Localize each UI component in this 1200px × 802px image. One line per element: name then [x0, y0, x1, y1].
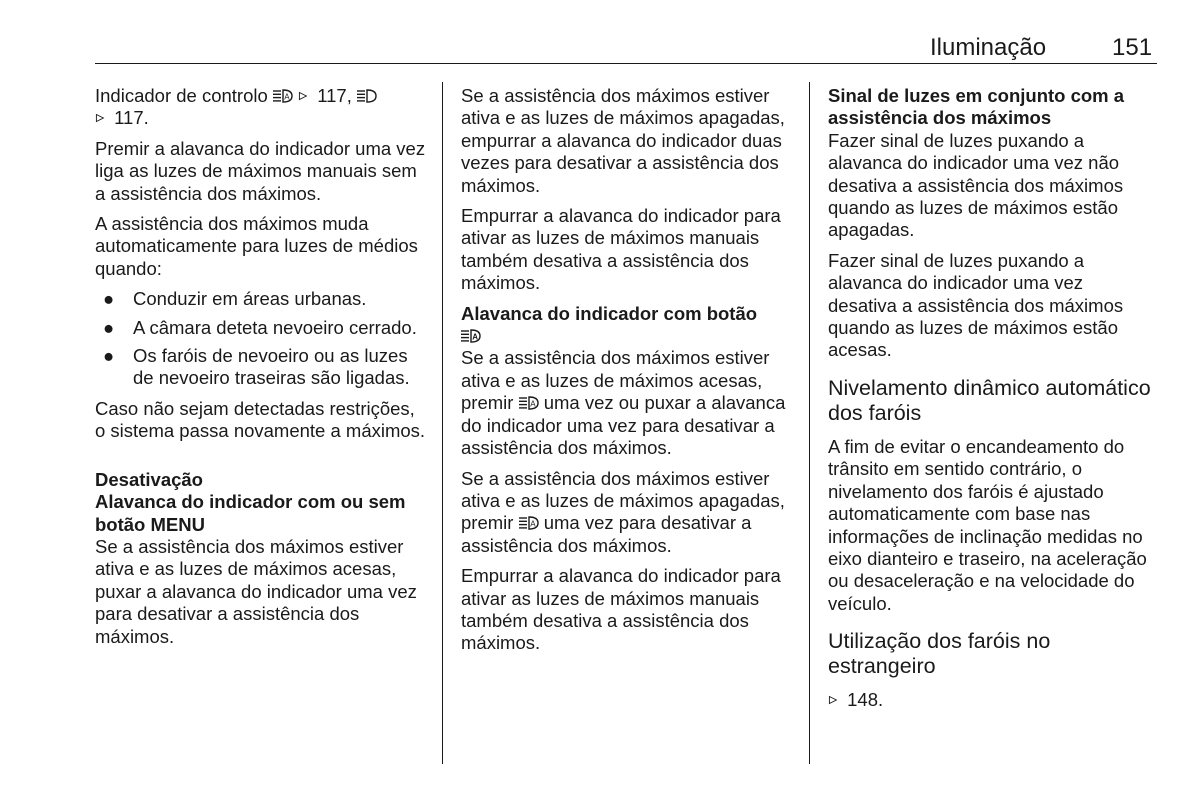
text-run: uma vez ou puxar a alavanca do indicador uma vez para desativar a assistência dos máximos. [461, 392, 786, 459]
bullet-icon: ● [103, 345, 115, 367]
high-beam-assist-icon [519, 396, 539, 410]
heading-text: Alavanca do indicador com botão [461, 302, 758, 324]
high-beam-assist-icon [461, 329, 481, 343]
page-reference: 117. [114, 107, 149, 129]
column-divider-2 [809, 82, 810, 764]
list-item-text: Os faróis de nevoeiro ou as luzes de nevoeiro traseiras são ligadas. [133, 345, 410, 389]
page-header-title: Iluminação [930, 34, 1047, 61]
cross-reference-arrow-icon [95, 111, 109, 125]
paragraph: A fim de evitar o encandeamento do trânsito em sentido contrário, o nivelamento dos faróis é ajustado automaticamente com base nas informações de inclinação medidas no eixo dianteiro e traseiro, na aceleração ou desaceleração e na velocidade do veículo. [828, 435, 1147, 614]
svg-text:A: A [284, 92, 290, 102]
reference-paragraph [828, 689, 1156, 711]
high-beam-icon [357, 89, 377, 103]
indicator-paragraph [95, 85, 430, 130]
svg-text:A: A [529, 399, 536, 409]
page-reference: 117, [317, 85, 352, 106]
column-1 [95, 85, 430, 656]
indicator-label: Indicador de controlo [95, 85, 268, 106]
section-heading: Utilização dos faróis no estrangeiro [828, 629, 1051, 679]
bullet-icon: ● [103, 288, 115, 310]
list-item [95, 345, 430, 390]
svg-text:A: A [529, 519, 536, 529]
column-divider-1 [442, 82, 443, 764]
list-item-text: A câmara deteta nevoeiro cerrado. [133, 316, 417, 338]
column-2 [461, 85, 796, 663]
paragraph [461, 347, 796, 459]
text-run: uma vez para desativar a assistência dos máximos. [461, 512, 752, 556]
svg-text:A: A [472, 332, 479, 342]
high-beam-assist-icon [519, 516, 539, 530]
subsection-heading: Sinal de luzes em conjunto com a assistência dos máximos [828, 85, 1125, 129]
header-rule [95, 63, 1157, 64]
paragraph: Empurrar a alavanca do indicador para ativar as luzes de máximos manuais também desativa a assistência dos máximos. [461, 565, 781, 654]
paragraph [461, 468, 796, 558]
paragraph: Empurrar a alavanca do indicador para ativar as luzes de máximos manuais também desativa a assistência dos máximos. [461, 205, 781, 294]
high-beam-assist-icon [273, 89, 293, 103]
paragraph: A assistência dos máximos muda automaticamente para luzes de médios quando: [95, 213, 418, 279]
subsection-heading: Alavanca do indicador com ou sem botão MENU [95, 491, 406, 535]
paragraph: Fazer sinal de luzes puxando a alavanca do indicador uma vez não desativa a assistência dos máximos quando as luzes de máximos estão apagadas. [828, 129, 1124, 241]
paragraph: Fazer sinal de luzes puxando a alavanca do indicador uma vez desativa a assistência dos máximos quando as luzes de máximos estão acesas. [828, 249, 1124, 361]
text-run: Se a assistência dos máximos estiver ativa e as luzes de máximos acesas, premir [461, 347, 770, 414]
condition-list [95, 288, 430, 390]
cross-reference-arrow-icon [298, 89, 312, 103]
paragraph: Se a assistência dos máximos estiver ativa e as luzes de máximos acesas, puxar a alavanca do indicador uma vez para desativar a assistência dos máximos. [95, 535, 417, 647]
section-heading: Desativação [95, 468, 203, 490]
bullet-icon: ● [103, 316, 115, 338]
page-reference: 148. [847, 689, 884, 711]
section-heading: Nivelamento dinâmico automático dos faróis [828, 375, 1151, 425]
list-item-text: Conduzir em áreas urbanas. [133, 288, 367, 310]
cross-reference-arrow-icon [828, 693, 842, 707]
list-item [95, 317, 430, 339]
page-number: 151 [1112, 34, 1153, 61]
paragraph: Se a assistência dos máximos estiver ativa e as luzes de máximos apagadas, empurrar a alavanca do indicador duas vezes para desativar a assistência dos máximos. [461, 85, 785, 196]
column-3 [828, 85, 1156, 720]
subsection-heading [461, 303, 796, 348]
paragraph: Caso não sejam detectadas restrições, o sistema passa novamente a máximos. [95, 397, 426, 442]
paragraph: Premir a alavanca do indicador uma vez liga as luzes de máximos manuais sem a assistência dos máximos. [95, 137, 426, 204]
text-run: Se a assistência dos máximos estiver ativa e as luzes de máximos apagadas, premir [461, 467, 785, 534]
list-item [95, 288, 430, 310]
